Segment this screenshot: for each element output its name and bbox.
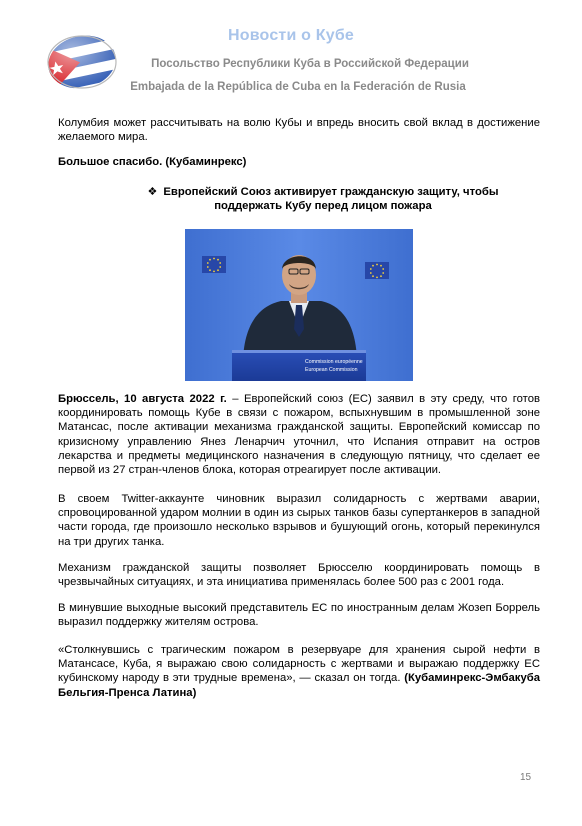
newsletter-title: Новости о Кубе — [228, 27, 354, 44]
paragraph-borrell: В минувшие выходные высокий представитель ЕС по иностранным делам Жозеп Боррель выразил поддержку жителям острова. — [58, 602, 540, 629]
headline-text: Европейский Союз активирует гражданскую защиту, чтобы поддержать Кубу перед лицом пожара — [163, 186, 499, 213]
paragraph-thanks: Большое спасибо. (Кубаминрекс) — [58, 156, 247, 168]
page-number: 15 — [520, 772, 532, 783]
embassy-name-spanish: Embajada de la República de Cuba en la Federación de Rusia — [130, 81, 466, 93]
eu-flag-icon — [202, 256, 226, 273]
paragraph-brussels-text: – Европейский союз (ЕС) заявил в эту среду, что готов координировать помощь Кубе в связи с пожаром, вспыхнувшим в промышленной зоне Матансас, после активации механизма гражданской защиты. Европейский комиссар по кризисному управлению Янез Ленарчич уточнил, что Испания отправит на остров лекарства и предметы медицинского назначения в следующую пятницу, что сделает ее первой из 27 стран-членов блока, которая отреагирует после активации. — [58, 393, 540, 477]
paragraph-twitter: В своем Twitter-аккаунте чиновник выразил солидарность с жертвами аварии, спровоцированной ударом молнии в один из сырых танков базы супертанкеров в западной части города, где произошло несколько взрывов и бушующий огонь, который перекинулся на три других танка. — [58, 493, 540, 548]
article-photo — [185, 229, 413, 381]
dateline: Брюссель, 10 августа 2022 г. — [58, 393, 227, 405]
bullet-diamond-icon: ❖ — [147, 186, 158, 198]
paragraph-colombia: Колумбия может рассчитывать на волю Кубы и впредь вносить свой вклад в достижение желаемого мира. — [58, 117, 540, 144]
paragraph-mechanism: Механизм гражданской защиты позволяет Брюсселю координировать помощь в чрезвычайных ситуациях, и эта инициатива применялась более 500 раз с 2001 года. — [58, 562, 540, 589]
paragraph-quote — [58, 643, 540, 700]
paragraph-brussels — [58, 392, 540, 477]
source-attribution: (Кубаминрекс-Эмбакуба Бельгия-Пренса Латина) — [58, 672, 540, 699]
quote-text: «Столкнувшись с трагическим пожаром в резервуаре для хранения сырой нефти в Матансасе, Куба, я выражаю свою солидарность с жертвами и выражаю поддержку ЕС кубинскому народу в эти трудные времена», — сказал он тогда. — [58, 644, 540, 685]
podium-label-english: European Commission — [305, 367, 358, 373]
podium-label-french: Commission européenne — [305, 359, 363, 365]
article-headline — [128, 185, 518, 213]
embassy-name-russian: Посольство Республики Куба в Российской Федерации — [151, 58, 469, 70]
